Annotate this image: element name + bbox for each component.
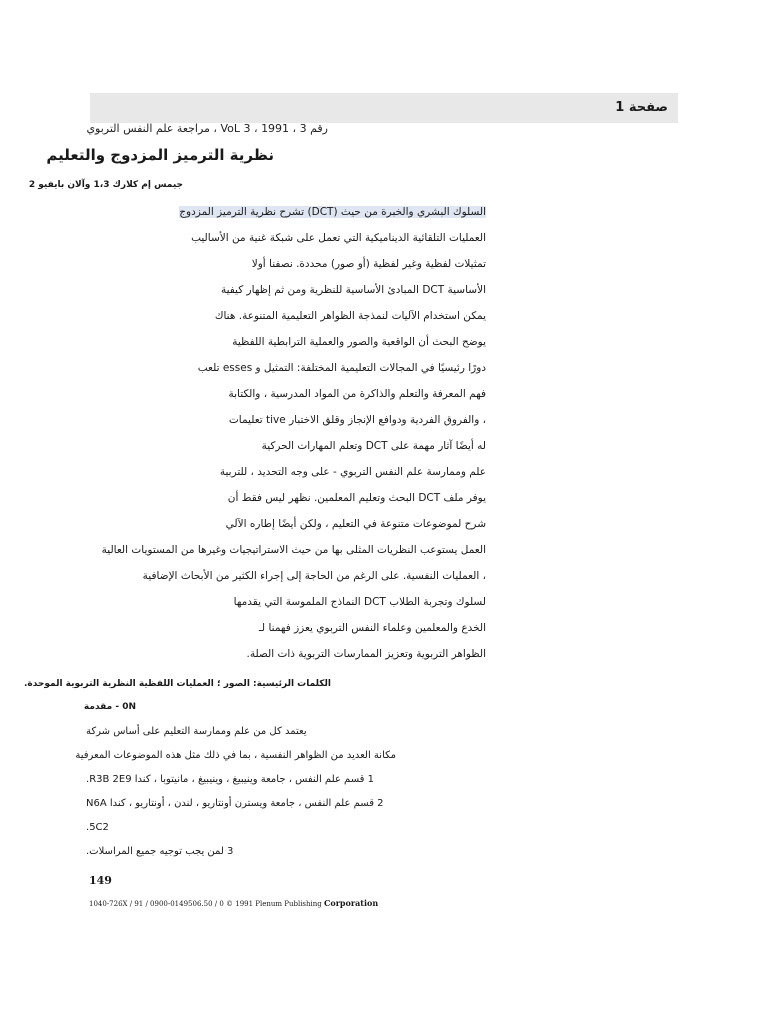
affiliation-line: 2 قسم علم النفس ، جامعة ويسترن أونتاريو ، لندن ، أونتاريو ، كندا N6A — [86, 798, 384, 809]
abstract-line: الخدع والمعلمين وعلماء النفس التربوي يعزز فهمنا لـ — [258, 622, 486, 634]
document-title: نظرية الترميز المزدوج والتعليم — [46, 146, 274, 164]
copyright-publisher: Corporation — [324, 898, 379, 908]
intro-heading: 0N - مقدمة — [83, 702, 136, 712]
abstract-line: ، العمليات النفسية. على الرغم من الحاجة إلى إجراء الكثير من الأبحاث الإضافية — [142, 570, 486, 582]
abstract-line: يوفر ملف DCT البحث وتعليم المعلمين. نظهر ليس فقط أن — [227, 492, 486, 504]
abstract-line: لسلوك وتجربة الطلاب DCT النماذج الملموسة التي يقدمها — [233, 596, 486, 608]
abstract-line: فهم المعرفة والتعلم والذاكرة من المواد المدرسية ، والكتابة — [228, 388, 486, 400]
keywords: الكلمات الرئيسية: الصور ؛ العمليات اللفظية النظرية التربوية الموحدة. — [23, 679, 331, 689]
abstract-line: الظواهر التربوية وتعزيز الممارسات التربوية ذات الصلة. — [246, 648, 486, 660]
page-number: 149 — [89, 874, 112, 887]
authors-line: جيمس إم كلارك 1،3 وآلان بايفيو 2 — [28, 180, 183, 190]
abstract-line: دورًا رئيسيًا في المجالات التعليمية المختلفة: التمثيل و esses تلعب — [197, 362, 486, 374]
body-text — [75, 722, 396, 866]
abstract-line-text: السلوك البشري والخبرة من حيث (DCT) تشرح نظرية الترميز المزدوج — [179, 206, 486, 218]
abstract-line: يوضح البحث أن الواقعية والصور والعملية الترابطية اللفظية — [232, 336, 486, 348]
abstract — [86, 202, 486, 670]
abstract-line: له أيضًا آثار مهمة على DCT وتعلم المهارات الحركية — [261, 440, 486, 452]
abstract-line: ، والفروق الفردية ودوافع الإنجاز وقلق الاختبار tive تعليمات — [228, 414, 486, 426]
body-line: يعتمد كل من علم وممارسة التعليم على أساس شركة — [86, 726, 307, 737]
abstract-line: تمثيلات لفظية وغير لفظية (أو صور) محددة. نصفنا أولا — [251, 258, 486, 270]
abstract-line: علم وممارسة علم النفس التربوي - على وجه التحديد ، للتربية — [219, 466, 486, 478]
correspondence-line: 3 لمن يجب توجيه جميع المراسلات. — [86, 846, 234, 857]
abstract-line — [86, 202, 486, 228]
affiliation-line: 1 قسم علم النفس ، جامعة وينيبيغ ، وينيبيغ ، مانيتوبا ، كندا R3B 2E9. — [86, 774, 374, 785]
journal-citation: رقم 3 ، 1991 ، VoL 3 ، مراجعة علم النفس التربوي — [86, 122, 328, 135]
body-line: مكانة العديد من الظواهر النفسية ، بما في ذلك مثل هذه الموضوعات المعرفية — [75, 750, 396, 761]
affiliation-line: 5C2. — [86, 822, 109, 833]
abstract-line: الأساسية DCT المبادئ الأساسية للنظرية ومن ثم إظهار كيفية — [220, 284, 486, 296]
abstract-line: العمل يستوعب النظريات المثلى بها من حيث الاستراتيجيات وغيرها من المستويات العالية — [101, 544, 486, 556]
copyright-line — [89, 898, 378, 908]
abstract-line: شرح لموضوعات متنوعة في التعليم ، ولكن أيضًا إطاره الآلي — [225, 518, 486, 530]
copyright-text: 1040-726X / 91 / 0900-0149506.50 / 0 © 1991 Plenum Publishing — [89, 900, 322, 908]
page-label: صفحة 1 — [615, 100, 668, 115]
abstract-line: العمليات التلقائية الديناميكية التي تعمل على شبكة غنية من الأساليب — [191, 232, 486, 244]
page-header-bar — [90, 93, 678, 123]
abstract-line: يمكن استخدام الآليات لنمذجة الظواهر التعليمية المتنوعة. هناك — [214, 310, 486, 322]
